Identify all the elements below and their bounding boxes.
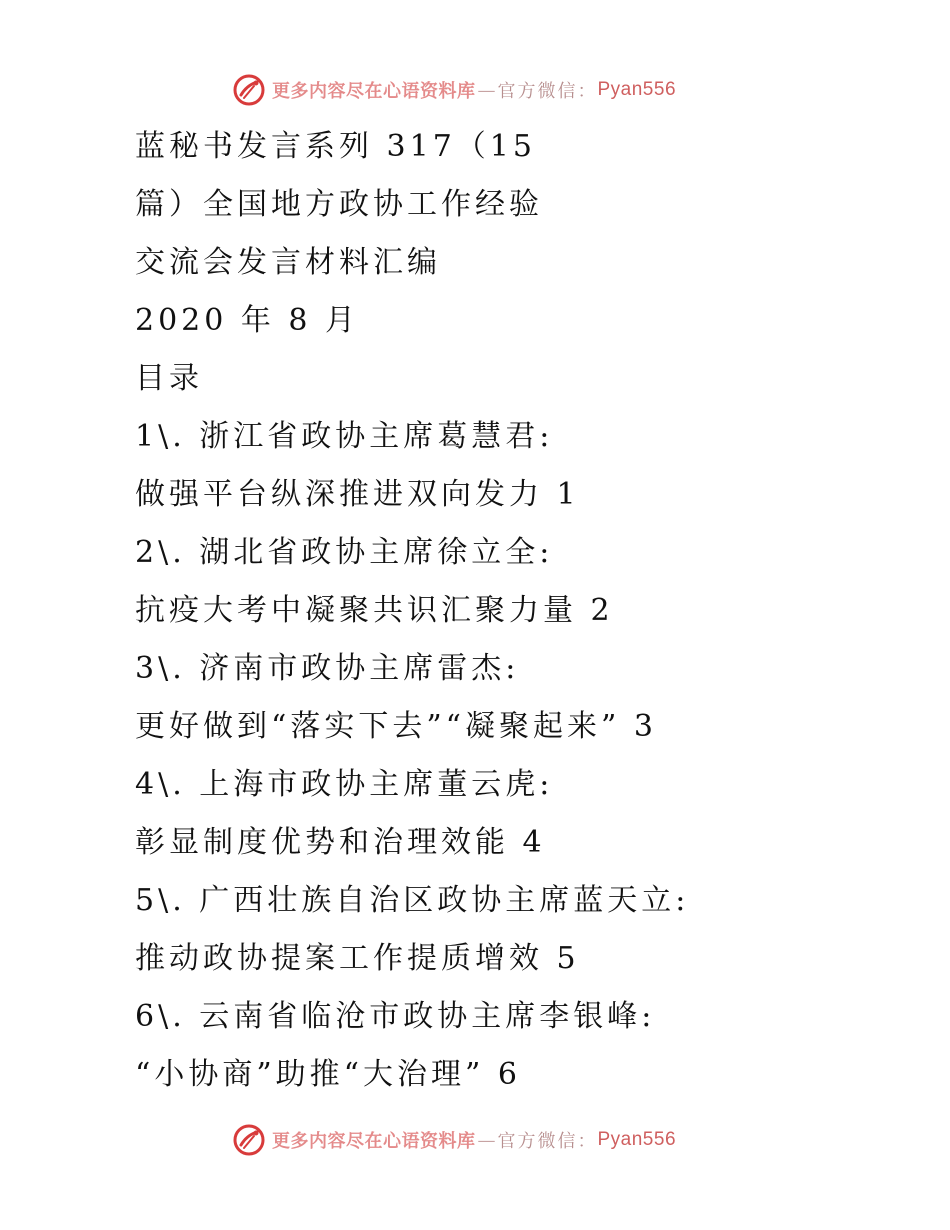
- document-date: 2020 年 8 月: [135, 303, 360, 338]
- toc-entry[interactable]: [135, 640, 915, 756]
- document-title-line: 篇）全国地方政协工作经验: [135, 187, 543, 222]
- toc-entry-speaker: 4\. 上海市政协主席董云虎:: [135, 767, 554, 802]
- watermark-sub-text: 官方微信：: [497, 1131, 598, 1152]
- toc-entry-title: 做强平台纵深推进双向发力 1: [135, 477, 580, 512]
- toc-entry-title: “小协商”助推“大治理” 6: [135, 1057, 521, 1092]
- toc-entry-speaker: 5\. 广西壮族自治区政协主席蓝天立:: [135, 883, 690, 918]
- toc-entry[interactable]: [135, 408, 915, 524]
- watermark-wechat-id: Pyan556: [597, 79, 677, 100]
- watermark-dash: —: [477, 79, 496, 101]
- toc-entry[interactable]: [135, 988, 915, 1104]
- toc-entry-speaker: 1\. 浙江省政协主席葛慧君:: [135, 419, 554, 454]
- toc-entry-title: 更好做到“落实下去”“凝聚起来” 3: [135, 709, 657, 744]
- toc-entry[interactable]: [135, 872, 915, 988]
- toc-entry[interactable]: [135, 756, 915, 872]
- toc-heading: 目录: [135, 361, 203, 396]
- toc-entry-speaker: 2\. 湖北省政协主席徐立全:: [135, 535, 554, 570]
- toc-entry-title: 推动政协提案工作提质增效 5: [135, 941, 580, 976]
- watermark-wechat-id: Pyan556: [597, 1129, 677, 1150]
- top-watermark-banner: [232, 72, 676, 108]
- watermark-main-text: 更多内容尽在心语资料库: [272, 81, 476, 102]
- document-title-line: 交流会发言材料汇编: [135, 245, 441, 280]
- watermark-main-text: 更多内容尽在心语资料库: [272, 1131, 476, 1152]
- document-title-line: 蓝秘书发言系列 317（15: [135, 129, 536, 164]
- toc-entry-title: 抗疫大考中凝聚共识汇聚力量 2: [135, 593, 614, 628]
- toc-entry[interactable]: [135, 524, 915, 640]
- toc-entry-speaker: 3\. 济南市政协主席雷杰:: [135, 651, 520, 686]
- document-content: [135, 118, 915, 1104]
- bottom-watermark-banner: [232, 1122, 676, 1158]
- brand-logo-icon: [232, 73, 266, 107]
- brand-logo-icon: [232, 1123, 266, 1157]
- toc-entry-title: 彰显制度优势和治理效能 4: [135, 825, 546, 860]
- watermark-dash: —: [477, 1129, 496, 1151]
- toc-entry-speaker: 6\. 云南省临沧市政协主席李银峰:: [135, 999, 656, 1034]
- watermark-sub-text: 官方微信：: [497, 81, 598, 102]
